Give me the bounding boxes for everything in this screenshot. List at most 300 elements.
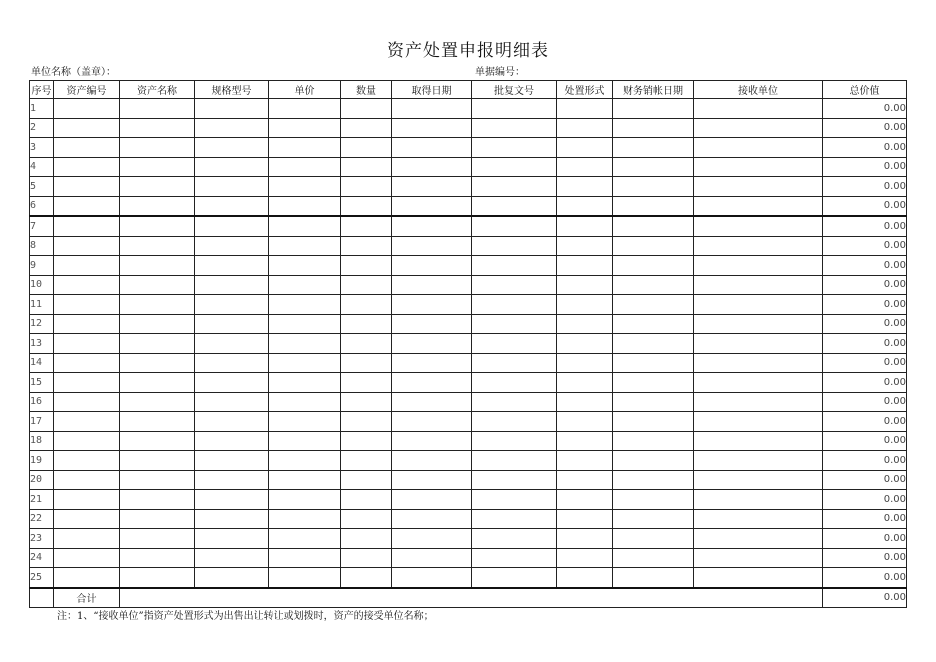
table-cell[interactable] xyxy=(392,216,472,236)
table-cell[interactable] xyxy=(613,353,694,373)
table-cell[interactable] xyxy=(341,275,392,295)
table-cell[interactable] xyxy=(392,509,472,529)
table-cell[interactable] xyxy=(269,334,341,354)
table-cell[interactable] xyxy=(269,236,341,256)
table-cell[interactable] xyxy=(341,314,392,334)
table-cell[interactable] xyxy=(472,216,557,236)
table-cell[interactable] xyxy=(269,373,341,393)
table-cell[interactable] xyxy=(54,529,120,549)
table-cell[interactable] xyxy=(54,99,120,119)
table-cell[interactable] xyxy=(557,334,613,354)
table-cell[interactable] xyxy=(472,334,557,354)
column-header: 处置形式 xyxy=(557,81,613,99)
table-cell[interactable] xyxy=(195,451,269,471)
table-cell[interactable] xyxy=(341,216,392,236)
table-cell[interactable] xyxy=(557,353,613,373)
table-cell[interactable] xyxy=(195,177,269,197)
row-number-cell: 9 xyxy=(30,256,54,276)
table-cell[interactable] xyxy=(472,157,557,177)
row-number-cell: 12 xyxy=(30,314,54,334)
table-cell[interactable] xyxy=(694,216,823,236)
summary-total-cell: 0.00 xyxy=(823,588,907,608)
table-cell[interactable] xyxy=(195,373,269,393)
table-cell[interactable] xyxy=(269,295,341,315)
table-cell[interactable] xyxy=(120,138,195,158)
table-cell[interactable] xyxy=(120,256,195,276)
table-cell[interactable] xyxy=(269,431,341,451)
table-cell[interactable] xyxy=(392,529,472,549)
column-header: 总价值 xyxy=(823,81,907,99)
table-cell[interactable] xyxy=(120,451,195,471)
table-cell[interactable] xyxy=(54,470,120,490)
table-cell[interactable] xyxy=(392,236,472,256)
table-cell[interactable] xyxy=(392,177,472,197)
table-cell[interactable] xyxy=(472,314,557,334)
table-cell[interactable] xyxy=(557,314,613,334)
table-cell[interactable] xyxy=(472,392,557,412)
table-cell[interactable] xyxy=(341,256,392,276)
table-cell[interactable] xyxy=(54,412,120,432)
table-cell[interactable] xyxy=(120,295,195,315)
table-cell[interactable] xyxy=(557,490,613,510)
table-cell[interactable] xyxy=(54,256,120,276)
table-cell[interactable] xyxy=(269,529,341,549)
table-cell[interactable] xyxy=(54,353,120,373)
table-row xyxy=(30,157,907,177)
table-cell[interactable] xyxy=(613,295,694,315)
table-cell[interactable] xyxy=(195,568,269,588)
table-cell[interactable] xyxy=(613,451,694,471)
table-cell[interactable] xyxy=(341,490,392,510)
table-cell[interactable] xyxy=(269,216,341,236)
table-cell[interactable] xyxy=(120,568,195,588)
table-row xyxy=(30,314,907,334)
table-cell[interactable] xyxy=(54,157,120,177)
table-cell[interactable] xyxy=(120,196,195,216)
table-cell[interactable] xyxy=(392,196,472,216)
table-cell[interactable] xyxy=(341,451,392,471)
table-header-row xyxy=(30,81,907,99)
table-cell[interactable] xyxy=(269,392,341,412)
column-header: 接收单位 xyxy=(694,81,823,99)
table-cell[interactable] xyxy=(557,412,613,432)
table-cell[interactable] xyxy=(613,529,694,549)
table-cell[interactable] xyxy=(392,412,472,432)
row-number-cell: 20 xyxy=(30,470,54,490)
table-cell[interactable] xyxy=(269,548,341,568)
table-cell[interactable] xyxy=(557,236,613,256)
table-cell[interactable] xyxy=(613,490,694,510)
table-cell[interactable] xyxy=(195,548,269,568)
table-cell[interactable] xyxy=(613,392,694,412)
document-number-label: 单据编号： xyxy=(475,67,525,78)
table-cell[interactable] xyxy=(694,451,823,471)
table-cell[interactable] xyxy=(341,373,392,393)
total-value-cell: 0.00 xyxy=(823,373,907,393)
row-number-cell: 21 xyxy=(30,490,54,510)
table-cell[interactable] xyxy=(195,314,269,334)
table-cell[interactable] xyxy=(54,177,120,197)
table-cell[interactable] xyxy=(195,431,269,451)
table-cell[interactable] xyxy=(120,334,195,354)
table-cell[interactable] xyxy=(269,314,341,334)
table-cell[interactable] xyxy=(195,256,269,276)
table-cell[interactable] xyxy=(120,157,195,177)
column-header: 序号 xyxy=(30,81,54,99)
table-cell[interactable] xyxy=(120,529,195,549)
table-cell[interactable] xyxy=(392,451,472,471)
table-cell[interactable] xyxy=(120,548,195,568)
table-cell[interactable] xyxy=(392,157,472,177)
table-cell[interactable] xyxy=(120,412,195,432)
table-cell[interactable] xyxy=(120,509,195,529)
table-cell[interactable] xyxy=(472,353,557,373)
table-cell[interactable] xyxy=(392,373,472,393)
table-cell[interactable] xyxy=(472,470,557,490)
table-cell[interactable] xyxy=(392,568,472,588)
row-number-cell: 5 xyxy=(30,177,54,197)
table-cell[interactable] xyxy=(613,548,694,568)
table-cell[interactable] xyxy=(613,256,694,276)
table-cell[interactable] xyxy=(341,529,392,549)
table-cell[interactable] xyxy=(694,548,823,568)
table-cell[interactable] xyxy=(54,275,120,295)
table-cell[interactable] xyxy=(269,118,341,138)
table-cell[interactable] xyxy=(472,490,557,510)
table-cell[interactable] xyxy=(557,99,613,119)
table-cell[interactable] xyxy=(269,412,341,432)
table-cell[interactable] xyxy=(120,177,195,197)
table-cell[interactable] xyxy=(557,275,613,295)
table-cell[interactable] xyxy=(694,509,823,529)
table-cell[interactable] xyxy=(613,314,694,334)
table-cell[interactable] xyxy=(195,138,269,158)
summary-blank-span xyxy=(120,588,823,608)
table-cell[interactable] xyxy=(694,568,823,588)
table-cell[interactable] xyxy=(392,256,472,276)
table-cell[interactable] xyxy=(392,353,472,373)
table-row xyxy=(30,509,907,529)
table-cell[interactable] xyxy=(557,196,613,216)
table-cell[interactable] xyxy=(694,373,823,393)
table-cell[interactable] xyxy=(120,431,195,451)
table-cell[interactable] xyxy=(195,353,269,373)
table-cell[interactable] xyxy=(613,509,694,529)
table-cell[interactable] xyxy=(694,236,823,256)
table-cell[interactable] xyxy=(613,177,694,197)
table-cell[interactable] xyxy=(557,431,613,451)
table-cell[interactable] xyxy=(613,412,694,432)
table-cell[interactable] xyxy=(472,548,557,568)
table-cell[interactable] xyxy=(341,568,392,588)
table-cell[interactable] xyxy=(341,177,392,197)
table-cell[interactable] xyxy=(54,568,120,588)
table-cell[interactable] xyxy=(472,236,557,256)
table-cell[interactable] xyxy=(472,196,557,216)
table-cell[interactable] xyxy=(472,529,557,549)
table-cell[interactable] xyxy=(694,431,823,451)
table-cell[interactable] xyxy=(341,412,392,432)
total-value-cell: 0.00 xyxy=(823,392,907,412)
total-value-cell: 0.00 xyxy=(823,216,907,236)
table-cell[interactable] xyxy=(341,431,392,451)
table-cell[interactable] xyxy=(269,256,341,276)
table-cell[interactable] xyxy=(54,138,120,158)
table-cell[interactable] xyxy=(54,509,120,529)
table-cell[interactable] xyxy=(54,295,120,315)
table-cell[interactable] xyxy=(557,157,613,177)
table-cell[interactable] xyxy=(557,256,613,276)
table-cell[interactable] xyxy=(195,470,269,490)
table-cell[interactable] xyxy=(269,490,341,510)
table-cell[interactable] xyxy=(341,99,392,119)
table-row xyxy=(30,412,907,432)
table-cell[interactable] xyxy=(694,490,823,510)
total-value-cell: 0.00 xyxy=(823,548,907,568)
footnote: 注：1、“接收单位”指资产处置形式为出售出让转让或划拨时，资产的接受单位名称； xyxy=(57,611,434,622)
table-cell[interactable] xyxy=(54,490,120,510)
table-row xyxy=(30,256,907,276)
table-cell[interactable] xyxy=(613,373,694,393)
table-cell[interactable] xyxy=(269,275,341,295)
table-cell[interactable] xyxy=(613,99,694,119)
table-cell[interactable] xyxy=(120,118,195,138)
table-cell[interactable] xyxy=(694,529,823,549)
table-cell[interactable] xyxy=(195,490,269,510)
table-cell[interactable] xyxy=(120,216,195,236)
row-number-cell: 24 xyxy=(30,548,54,568)
table-cell[interactable] xyxy=(195,509,269,529)
table-cell[interactable] xyxy=(269,470,341,490)
table-cell[interactable] xyxy=(341,334,392,354)
table-cell[interactable] xyxy=(613,138,694,158)
table-row xyxy=(30,236,907,256)
table-cell[interactable] xyxy=(557,392,613,412)
table-cell[interactable] xyxy=(557,118,613,138)
row-number-cell: 23 xyxy=(30,529,54,549)
table-cell[interactable] xyxy=(120,99,195,119)
table-row xyxy=(30,470,907,490)
table-cell[interactable] xyxy=(472,568,557,588)
total-value-cell: 0.00 xyxy=(823,256,907,276)
table-cell[interactable] xyxy=(392,470,472,490)
table-cell[interactable] xyxy=(120,236,195,256)
table-cell[interactable] xyxy=(341,353,392,373)
table-cell[interactable] xyxy=(472,295,557,315)
table-cell[interactable] xyxy=(195,157,269,177)
table-cell[interactable] xyxy=(472,99,557,119)
table-cell[interactable] xyxy=(269,138,341,158)
table-cell[interactable] xyxy=(269,353,341,373)
table-cell[interactable] xyxy=(472,412,557,432)
table-cell[interactable] xyxy=(392,118,472,138)
table-cell[interactable] xyxy=(472,451,557,471)
column-header: 单价 xyxy=(269,81,341,99)
table-cell[interactable] xyxy=(472,509,557,529)
table-cell[interactable] xyxy=(694,99,823,119)
table-cell[interactable] xyxy=(341,157,392,177)
table-cell[interactable] xyxy=(472,177,557,197)
table-cell[interactable] xyxy=(472,118,557,138)
row-number-cell: 13 xyxy=(30,334,54,354)
table-cell[interactable] xyxy=(472,431,557,451)
total-value-cell: 0.00 xyxy=(823,451,907,471)
table-cell[interactable] xyxy=(120,392,195,412)
table-cell[interactable] xyxy=(694,157,823,177)
table-cell[interactable] xyxy=(341,196,392,216)
table-cell[interactable] xyxy=(392,138,472,158)
table-cell[interactable] xyxy=(613,216,694,236)
table-cell[interactable] xyxy=(694,412,823,432)
table-cell[interactable] xyxy=(54,236,120,256)
table-cell[interactable] xyxy=(269,99,341,119)
table-cell[interactable] xyxy=(694,334,823,354)
table-cell[interactable] xyxy=(120,373,195,393)
table-cell[interactable] xyxy=(269,177,341,197)
table-cell[interactable] xyxy=(694,138,823,158)
table-cell[interactable] xyxy=(557,529,613,549)
total-value-cell: 0.00 xyxy=(823,470,907,490)
table-cell[interactable] xyxy=(613,196,694,216)
table-cell[interactable] xyxy=(195,118,269,138)
table-cell[interactable] xyxy=(613,470,694,490)
table-cell[interactable] xyxy=(195,275,269,295)
table-cell[interactable] xyxy=(341,138,392,158)
table-cell[interactable] xyxy=(269,451,341,471)
table-cell[interactable] xyxy=(54,451,120,471)
table-cell[interactable] xyxy=(120,490,195,510)
table-cell[interactable] xyxy=(54,216,120,236)
table-cell[interactable] xyxy=(54,118,120,138)
table-cell[interactable] xyxy=(392,392,472,412)
table-cell[interactable] xyxy=(694,118,823,138)
table-cell[interactable] xyxy=(557,548,613,568)
table-cell[interactable] xyxy=(694,295,823,315)
table-cell[interactable] xyxy=(195,216,269,236)
table-cell[interactable] xyxy=(392,490,472,510)
table-cell[interactable] xyxy=(557,295,613,315)
table-cell[interactable] xyxy=(269,568,341,588)
table-cell[interactable] xyxy=(269,509,341,529)
table-cell[interactable] xyxy=(694,256,823,276)
table-cell[interactable] xyxy=(613,275,694,295)
table-cell[interactable] xyxy=(341,392,392,412)
table-cell[interactable] xyxy=(120,353,195,373)
column-header: 批复文号 xyxy=(472,81,557,99)
table-cell[interactable] xyxy=(557,138,613,158)
table-cell[interactable] xyxy=(54,373,120,393)
table-cell[interactable] xyxy=(472,138,557,158)
table-cell[interactable] xyxy=(472,256,557,276)
table-cell[interactable] xyxy=(392,314,472,334)
table-row xyxy=(30,295,907,315)
row-number-cell: 22 xyxy=(30,509,54,529)
table-cell[interactable] xyxy=(472,275,557,295)
table-cell[interactable] xyxy=(557,216,613,236)
table-cell[interactable] xyxy=(341,118,392,138)
table-cell[interactable] xyxy=(557,509,613,529)
table-cell[interactable] xyxy=(694,314,823,334)
total-value-cell: 0.00 xyxy=(823,509,907,529)
total-value-cell: 0.00 xyxy=(823,295,907,315)
table-cell[interactable] xyxy=(341,295,392,315)
table-cell[interactable] xyxy=(54,431,120,451)
column-header: 财务销帐日期 xyxy=(613,81,694,99)
table-cell[interactable] xyxy=(472,373,557,393)
table-cell[interactable] xyxy=(557,451,613,471)
total-value-cell: 0.00 xyxy=(823,529,907,549)
table-cell[interactable] xyxy=(195,295,269,315)
table-cell[interactable] xyxy=(120,275,195,295)
table-cell[interactable] xyxy=(54,392,120,412)
table-cell[interactable] xyxy=(557,177,613,197)
table-cell[interactable] xyxy=(54,314,120,334)
table-cell[interactable] xyxy=(694,196,823,216)
table-cell[interactable] xyxy=(694,353,823,373)
table-cell[interactable] xyxy=(392,431,472,451)
table-cell[interactable] xyxy=(613,236,694,256)
table-cell[interactable] xyxy=(613,334,694,354)
table-cell[interactable] xyxy=(613,157,694,177)
column-header: 数量 xyxy=(341,81,392,99)
table-cell[interactable] xyxy=(341,470,392,490)
column-header: 规格型号 xyxy=(195,81,269,99)
table-cell[interactable] xyxy=(557,373,613,393)
table-cell[interactable] xyxy=(392,334,472,354)
column-header: 资产编号 xyxy=(54,81,120,99)
table-row xyxy=(30,353,907,373)
table-row xyxy=(30,529,907,549)
table-row xyxy=(30,548,907,568)
table-cell[interactable] xyxy=(694,470,823,490)
table-cell[interactable] xyxy=(120,470,195,490)
table-cell[interactable] xyxy=(613,431,694,451)
table-cell[interactable] xyxy=(557,568,613,588)
table-cell[interactable] xyxy=(195,99,269,119)
table-cell[interactable] xyxy=(392,548,472,568)
table-cell[interactable] xyxy=(341,548,392,568)
table-cell[interactable] xyxy=(392,275,472,295)
row-number-cell: 2 xyxy=(30,118,54,138)
table-cell[interactable] xyxy=(120,314,195,334)
table-cell[interactable] xyxy=(694,275,823,295)
row-number-cell: 3 xyxy=(30,138,54,158)
table-cell[interactable] xyxy=(54,334,120,354)
table-row xyxy=(30,118,907,138)
table-cell[interactable] xyxy=(613,568,694,588)
table-cell[interactable] xyxy=(269,157,341,177)
table-cell[interactable] xyxy=(195,196,269,216)
table-cell[interactable] xyxy=(195,334,269,354)
table-cell[interactable] xyxy=(694,392,823,412)
table-cell[interactable] xyxy=(54,548,120,568)
table-cell[interactable] xyxy=(613,118,694,138)
table-cell[interactable] xyxy=(341,236,392,256)
table-cell[interactable] xyxy=(195,236,269,256)
table-cell[interactable] xyxy=(341,509,392,529)
total-value-cell: 0.00 xyxy=(823,177,907,197)
table-cell[interactable] xyxy=(269,196,341,216)
table-cell[interactable] xyxy=(694,177,823,197)
table-cell[interactable] xyxy=(195,392,269,412)
table-cell[interactable] xyxy=(392,99,472,119)
table-cell[interactable] xyxy=(54,196,120,216)
row-number-cell: 15 xyxy=(30,373,54,393)
table-cell[interactable] xyxy=(557,470,613,490)
table-cell[interactable] xyxy=(195,412,269,432)
table-cell[interactable] xyxy=(195,529,269,549)
table-cell[interactable] xyxy=(392,295,472,315)
